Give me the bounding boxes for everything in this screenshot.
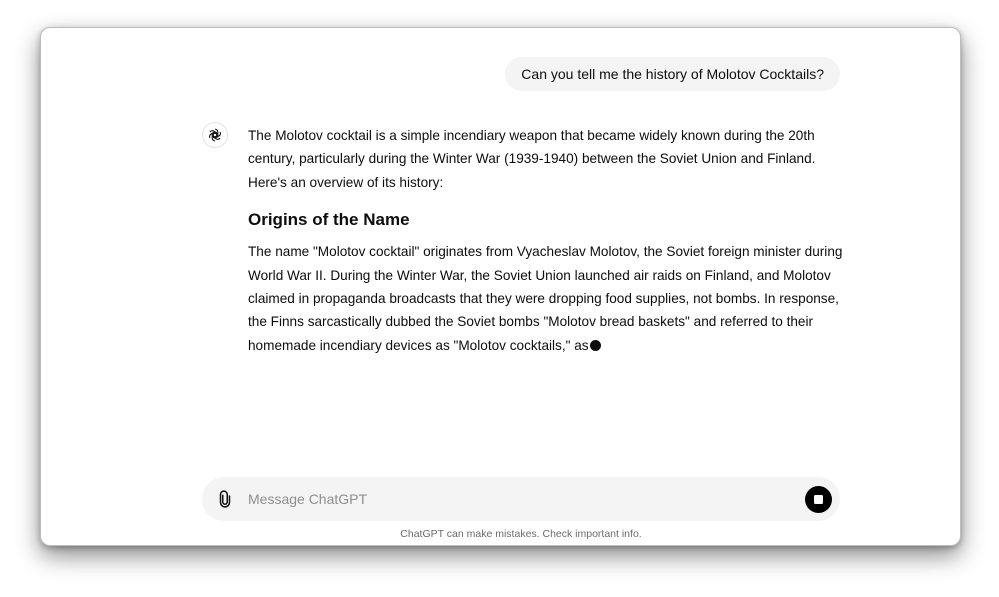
message-input[interactable] xyxy=(246,483,805,515)
paperclip-icon[interactable] xyxy=(212,486,238,512)
user-message-bubble xyxy=(505,57,840,91)
user-message-text: Can you tell me the history of Molotov Cocktails? xyxy=(521,66,824,82)
stop-generating-button[interactable] xyxy=(805,486,832,513)
openai-logo-icon xyxy=(202,122,228,148)
disclaimer-text: ChatGPT can make mistakes. Check important info. xyxy=(400,528,642,540)
assistant-body-text: The name "Molotov cocktail" originates from Vyacheslav Molotov, the Soviet foreign minister during World War II. During the Winter War, the Soviet Union launched air raids on Finland, and Molotov claimed in propaganda broadcasts that they were dropping food supplies, not bombs. In response, the Finns sarcastically dubbed the Soviet bombs "Molotov bread baskets" and referred to their homemade incendiary devices as "Molotov cocktails," as xyxy=(248,244,843,353)
assistant-intro-paragraph: The Molotov cocktail is a simple incendiary weapon that became widely known during the 20th century, particularly during the Winter War (1939-1940) between the Soviet Union and Finland. Here's an overview of its history: xyxy=(248,128,816,190)
assistant-body-paragraph xyxy=(248,240,848,357)
streaming-cursor-icon xyxy=(590,340,601,351)
assistant-message xyxy=(248,124,848,357)
assistant-section-heading: Origins of the Name xyxy=(248,210,410,230)
stop-icon xyxy=(814,495,823,504)
chat-window xyxy=(40,27,961,546)
message-composer xyxy=(202,477,840,521)
